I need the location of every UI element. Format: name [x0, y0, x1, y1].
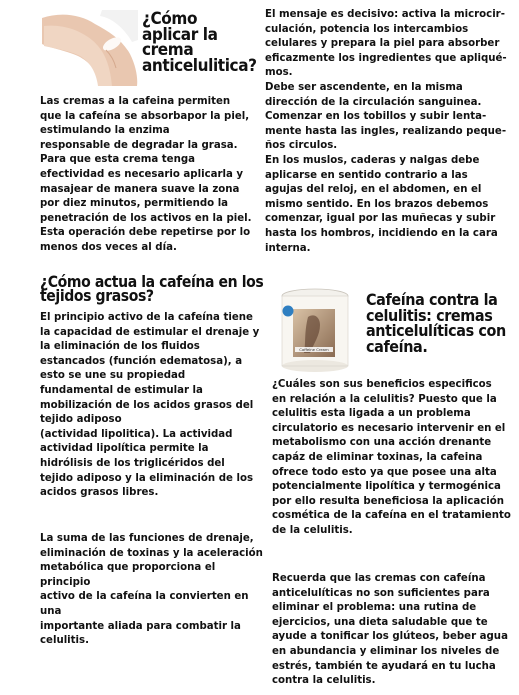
text-line: contra la celulitis. [272, 675, 376, 687]
text-line: Debe ser ascendente, en la misma [265, 81, 463, 93]
section2-title-line: ¿Cómo actua la cafeína en los [40, 273, 264, 291]
text-line: estrés, también te ayudará en tu lucha [272, 660, 496, 672]
text-line: celulitis. [40, 635, 89, 647]
text-line: ejercicios, una dieta saludable que te [272, 616, 488, 628]
caffeine-cream-jar-image [280, 287, 350, 373]
section4-title-line: cafeína. [366, 336, 428, 356]
text-line: circulatorio es necesario intervenir en el [272, 422, 506, 434]
jar-label-text: Caffeine Cream [299, 347, 329, 352]
section2-title-line: tejidos grasos? [40, 287, 154, 306]
text-line: Esta operación debe repetirse por lo [40, 227, 251, 239]
text-line: por diez minutos, permitiendo la [40, 198, 229, 210]
text-line: La suma de las funciones de drenaje, [40, 533, 254, 544]
section2-title [40, 275, 265, 304]
legs-photo [40, 10, 140, 86]
section4-body-continued [272, 572, 512, 689]
text-line: tejido adiposo y la eliminación de los [40, 472, 254, 484]
text-line: acidos grasos libres. [40, 487, 159, 499]
section4-title-line: Cafeína contra la [366, 290, 498, 309]
text-line: la capacidad de estimular el drenaje y [40, 326, 260, 338]
text-line: ayude a tonificar los glúteos, beber agua [272, 631, 508, 643]
text-line: hidrólisis de los triglicéridos del [40, 457, 225, 469]
text-line: hasta los hombros, incidiendo en la cara [265, 227, 498, 239]
text-line: penetración de los activos en la piel. [40, 212, 252, 224]
text-line: mos. [265, 67, 293, 79]
text-line: actividad lipolítica permite la [40, 443, 209, 455]
text-line: en relación a la celulitis? Puesto que la [272, 393, 497, 405]
text-line: activo de la cafeína la convierten en una [40, 591, 249, 617]
text-line: anticelulíticas no son suficientes para [272, 587, 490, 599]
section1-title-line: ¿Cómo [142, 9, 198, 29]
text-line: comenzar, igual por las muñecas y subir [265, 213, 496, 225]
text-line: agujas del reloj, en el abdomen, en el [265, 184, 482, 196]
text-line: fundamental de estimular la [40, 384, 203, 396]
text-line: eliminación de toxinas y la aceleración [40, 547, 263, 559]
text-line: ños circulos. [265, 140, 338, 152]
text-line: cosmética de la cafeína en el tratamiento [272, 510, 511, 522]
text-line: celulares y prepara la piel para absorber [265, 38, 500, 50]
section1-title [142, 9, 262, 76]
section4-body [272, 378, 512, 539]
section1-title-line: aplicar la [142, 24, 218, 45]
text-line: Las cremas a la cafeina permiten [40, 96, 231, 107]
text-line: metabolismo con una acción drenante [272, 437, 492, 449]
section4-title-line: anticelulíticas con [366, 321, 506, 340]
text-line: eficazmente los ingredientes que apliqué- [265, 52, 507, 64]
text-line: ¿Cuáles son sus beneficios especificos [272, 379, 492, 390]
section4-title [366, 292, 511, 354]
text-line: tejido adiposo [40, 414, 122, 426]
section1-body [40, 95, 265, 256]
section4-title-line: celulitis: cremas [366, 305, 493, 325]
text-line: que la cafeína se absorbapor la piel, [40, 110, 250, 122]
text-line: Para que esta crema tenga [40, 154, 195, 166]
text-line: potencialmente lipolítica y termogénica [272, 481, 501, 493]
text-line: El principio activo de la cafeína tiene [40, 312, 253, 323]
text-line: esto se une su propiedad [40, 370, 186, 382]
text-line: efectividad es necesario aplicarla y [40, 168, 244, 180]
text-line: de la celulitis. [272, 524, 353, 536]
text-line: En los muslos, caderas y nalgas debe [265, 154, 480, 166]
text-line: celulitis esta ligada a un problema [272, 408, 471, 420]
section1-title-line: anticelulitica? [142, 55, 257, 76]
section3-body [265, 8, 510, 256]
text-line: importante aliada para combatir la [40, 620, 241, 632]
text-line: Recuerda que las cremas con cafeína [272, 573, 486, 584]
text-line: El mensaje es decisivo: activa la microcir- [265, 9, 505, 20]
text-line: eliminar el problema: una rutina de [272, 602, 477, 614]
section2-body [40, 311, 265, 501]
text-line: interna. [265, 242, 311, 254]
text-line: por ello resulta beneficiosa la aplicación [272, 495, 505, 507]
text-line: capáz de eliminar toxinas, la cafeina [272, 451, 483, 463]
text-line: en abundancia y eliminar los niveles de [272, 645, 500, 657]
text-line: Comenzar en los tobillos y subir lenta- [265, 111, 487, 123]
text-line: mismo sentido. En los brazos debemos [265, 198, 489, 210]
text-line: ofrece todo esto ya que posee una alta [272, 466, 497, 478]
text-line: culación, potencia los intercambios [265, 23, 469, 35]
text-line: estimulando la enzima [40, 125, 170, 137]
text-line: metabólica que proporciona el principio [40, 562, 216, 588]
text-line: responsable de degradar la grasa. [40, 139, 238, 151]
section1-title-line: crema [142, 40, 194, 60]
text-line: la eliminación de los fluidos [40, 341, 200, 353]
text-line: mente hasta las ingles, realizando peque- [265, 125, 507, 137]
text-line: mobilización de los acidos grasos del [40, 399, 254, 411]
section2-body-continued [40, 532, 268, 649]
text-line: masajear de manera suave la zona [40, 183, 240, 195]
text-line: (actividad lipolitica). La actividad [40, 428, 233, 440]
text-line: dirección de la circulación sanguinea. [265, 96, 482, 108]
text-line: aplicarse en sentido contrario a las [265, 169, 468, 181]
text-line: estancados (función edematosa), a [40, 355, 243, 367]
text-line: menos dos veces al día. [40, 241, 177, 253]
